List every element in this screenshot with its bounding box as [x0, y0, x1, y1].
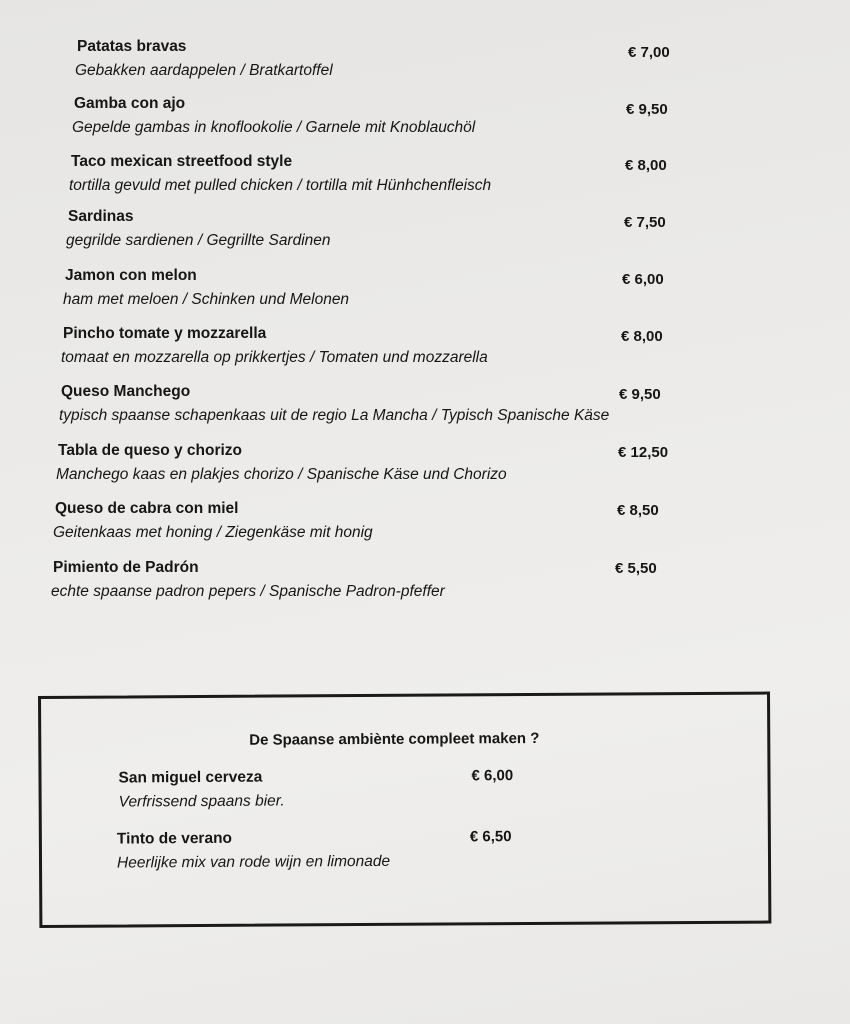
- drink-price: € 6,00: [471, 767, 514, 785]
- dish-description: Gepelde gambas in knoflookolie / Garnele mit Knoblauchöl: [72, 119, 476, 136]
- dish-description: Gebakken aardappelen / Bratkartoffel: [75, 62, 333, 79]
- dish-name: Gamba con ajo: [74, 95, 186, 112]
- drink-item: [116, 828, 537, 872]
- dish-name: Jamon con melon: [65, 267, 197, 284]
- drink-description: Verfrissend spaans bier.: [118, 792, 285, 811]
- dish-description: tortilla gevuld met pulled chicken / tortilla mit Hünhchenfleisch: [69, 177, 492, 194]
- dish-price: € 12,50: [618, 444, 669, 461]
- drinks-box-heading: De Spaanse ambiènte compleet maken ?: [249, 729, 540, 749]
- dish-name: Sardinas: [68, 208, 134, 225]
- dish-name: Pincho tomate y mozzarella: [63, 325, 267, 342]
- dish-name: Patatas bravas: [77, 38, 187, 55]
- dish-price: € 6,00: [622, 271, 664, 288]
- dish-name: Pimiento de Padrón: [53, 559, 199, 576]
- dish-name: Tabla de queso y chorizo: [58, 442, 243, 459]
- dish-price: € 9,50: [626, 101, 668, 118]
- dish-price: € 5,50: [615, 560, 657, 577]
- dish-price: € 8,50: [617, 502, 659, 519]
- dish-name: Taco mexican streetfood style: [71, 153, 293, 170]
- dish-price: € 7,50: [624, 214, 666, 231]
- drink-name: Tinto de verano: [116, 829, 233, 848]
- dish-price: € 8,00: [621, 328, 663, 345]
- dish-description: ham met meloen / Schinken und Melonen: [63, 291, 350, 308]
- dish-description: Manchego kaas en plakjes chorizo / Spanische Käse und Chorizo: [56, 466, 507, 483]
- dish-description: Geitenkaas met honing / Ziegenkäse mit honig: [53, 524, 373, 541]
- dish-price: € 7,00: [628, 44, 670, 61]
- drink-name: San miguel cerveza: [118, 768, 263, 787]
- drinks-box: [38, 692, 771, 928]
- dish-name: Queso de cabra con miel: [55, 500, 239, 517]
- drink-item: [118, 767, 538, 811]
- dish-price: € 8,00: [625, 157, 667, 174]
- drink-price: € 6,50: [469, 828, 512, 846]
- dish-price: € 9,50: [619, 386, 661, 403]
- dish-description: echte spaanse padron pepers / Spanische Padron-pfeffer: [51, 583, 445, 600]
- dish-description: tomaat en mozzarella op prikkertjes / Tomaten und mozzarella: [61, 349, 488, 366]
- dish-description: gegrilde sardienen / Gegrillte Sardinen: [66, 232, 331, 249]
- dish-name: Queso Manchego: [61, 383, 191, 400]
- dish-description: typisch spaanse schapenkaas uit de regio La Mancha / Typisch Spanische Käse: [59, 407, 610, 424]
- drink-description: Heerlijke mix van rode wijn en limonade: [116, 852, 391, 872]
